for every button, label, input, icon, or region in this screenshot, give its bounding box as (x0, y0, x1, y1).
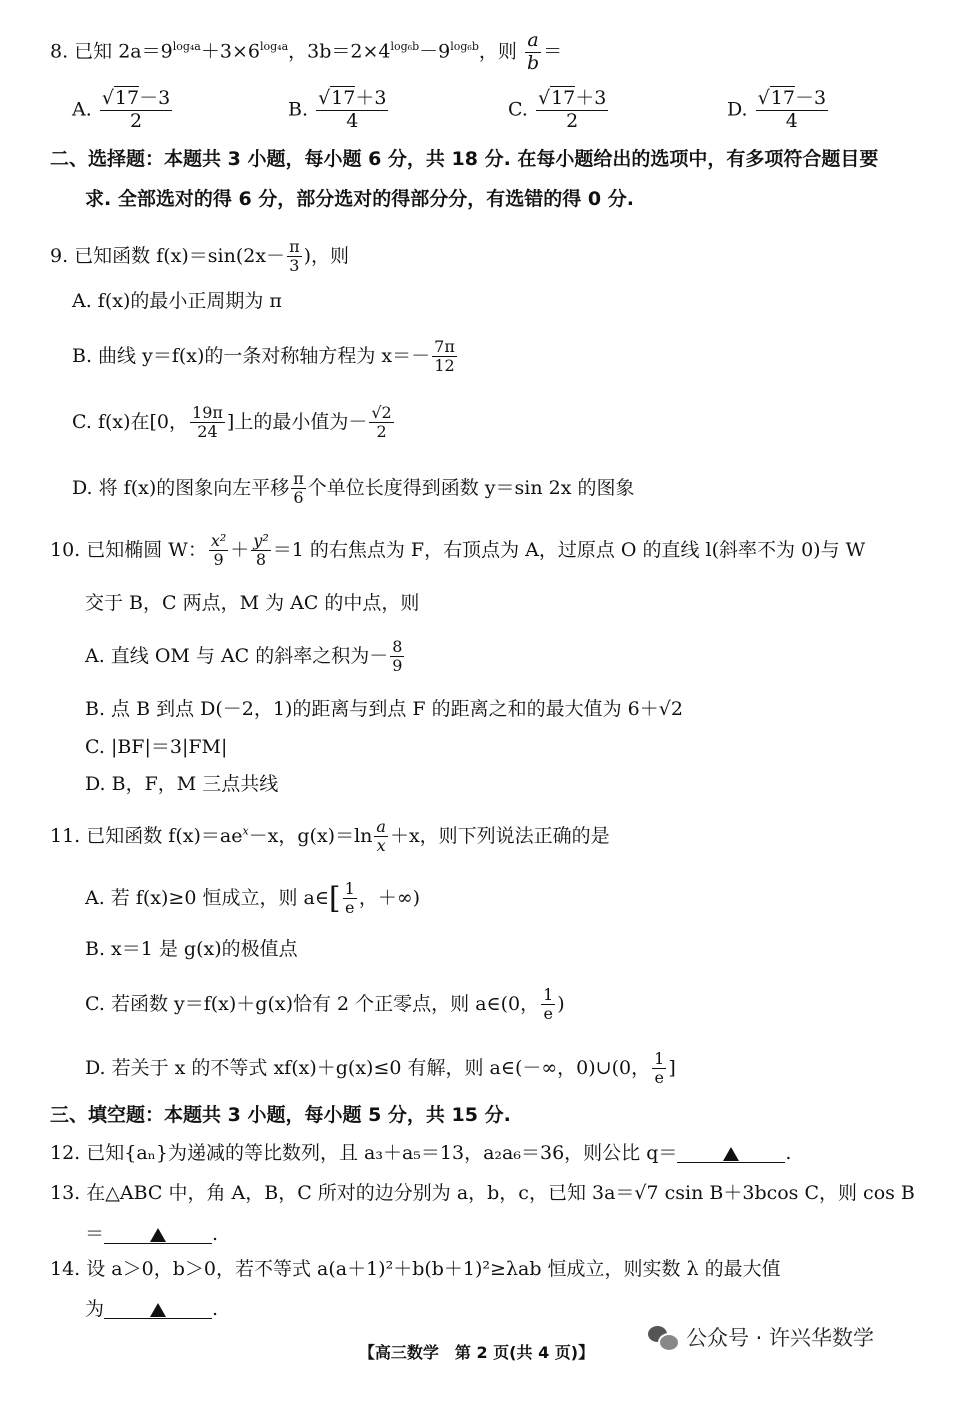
q9-c-den: 24 (197, 422, 218, 442)
question-8-stem (50, 30, 562, 75)
q8-text-c: ，3b＝2×4 (288, 40, 391, 63)
q11-num: a (376, 817, 386, 836)
q8-option-a-frac: $\frac{√17-3}{2}$ (101, 87, 171, 132)
q9-option-a: A. f(x)的最小正周期为 π (72, 290, 282, 312)
q12-answer-blank[interactable] (677, 1144, 785, 1163)
q9-b-num: 7π (434, 337, 455, 356)
q11-c-text: C. 若函数 y＝f(x)＋g(x)恰有 2 个正零点，则 a∈ (85, 992, 501, 1015)
q10-nine: 9 (213, 550, 224, 570)
q8-frac-num: a (525, 30, 541, 53)
q10-eight: 8 (255, 550, 267, 570)
q8-d-den: 4 (785, 109, 798, 132)
q11-mid: －x，g(x)＝ln (248, 824, 373, 847)
q10-x2: x² (210, 531, 227, 550)
q11-a-rbracket: ，＋∞) (358, 886, 421, 909)
q8-option-d (727, 88, 830, 133)
q8-c-op: ＋3 (575, 87, 607, 109)
q8-a-rad: 17 (114, 87, 140, 109)
q10-option-b: B. 点 B 到点 D(－2，1)的距离与到点 F 的距离之和的最大值为 6＋√2 (85, 698, 683, 720)
q8-option-c-frac: $\frac{√17+3}{2}$ (537, 87, 607, 132)
question-11-stem (50, 818, 610, 856)
q8-c-rad: 17 (551, 87, 576, 109)
q11-d-rbracket: ] (668, 1056, 676, 1079)
q11-post: ＋x，则下列说法正确的是 (389, 824, 610, 847)
q10-option-a (85, 638, 406, 676)
q11-option-d (85, 1050, 676, 1088)
triangle-icon (150, 1228, 166, 1242)
q11-d-num: 1 (654, 1049, 665, 1068)
q8-fraction (525, 30, 541, 75)
q13-answer-blank[interactable] (104, 1225, 212, 1244)
q10-plus: ＋ (230, 538, 250, 561)
q13-period: . (212, 1223, 219, 1245)
q10-post: ＝1 的右焦点为 F，右顶点为 A，过原点 O 的直线 l(斜率不为 0)与 W (272, 538, 866, 561)
q8-b-rad: 17 (331, 87, 356, 109)
watermark-text: 公众号 · 许兴华数学 (686, 1326, 875, 1350)
q8-c-den: 2 (566, 109, 579, 132)
q10-a-text: A. 直线 OM 与 AC 的斜率之积为－ (85, 644, 389, 667)
q8-a-den: 2 (129, 109, 143, 132)
q11-pre: 11. 已知函数 f(x)＝ae (50, 824, 243, 847)
q8-sup-4: log₆b (450, 40, 479, 54)
q9-option-b (72, 338, 459, 376)
q11-option-a (85, 880, 420, 918)
q9-three: 3 (289, 256, 300, 276)
wechat-icon (648, 1324, 678, 1350)
q10-y2: y² (253, 531, 269, 550)
q11-option-c (85, 986, 565, 1024)
triangle-icon (723, 1147, 739, 1161)
q8-option-d-frac: $\frac{√17-3}{4}$ (757, 87, 827, 132)
page-footer: 【高三数学 第 2 页(共 4 页)】 (358, 1343, 595, 1362)
q8-option-a-label: A. (72, 98, 92, 121)
q10-option-c: C. |BF|＝3|FM| (85, 736, 228, 758)
question-13: 13. 在△ABC 中，角 A，B，C 所对的边分别为 a，b，c，已知 3a＝√7 csin B＋3bcos C，则 cos B (50, 1182, 915, 1204)
q8-option-b-frac: $\frac{√17+3}{4}$ (318, 87, 387, 132)
q9-option-d (72, 470, 635, 508)
q9-text-a: 9. 已知函数 f(x)＝sin(2x－ (50, 244, 286, 267)
q9-b-text: B. 曲线 y＝f(x)的一条对称轴方程为 x＝－ (72, 344, 431, 367)
q9-c-text: C. f(x)在 (72, 410, 150, 433)
q8-b-den: 4 (346, 109, 359, 132)
q14-answer-blank[interactable] (104, 1300, 212, 1319)
q11-d-text: D. 若关于 x 的不等式 xf(x)＋g(x)≤0 有解，则 a∈(－∞，0)∪ (85, 1056, 612, 1079)
q10-a-num: 8 (392, 637, 403, 656)
q11-d-lparen: (0， (611, 1056, 651, 1079)
q10-pre: 10. 已知椭圆 W： (50, 538, 207, 561)
q8-frac-den: b (526, 51, 540, 74)
section-3-heading: 三、填空题：本题共 3 小题，每小题 5 分，共 15 分. (50, 1104, 511, 1126)
q14-answer-line (85, 1300, 218, 1319)
q9-d-den: 6 (293, 488, 304, 508)
q8-option-b-label: B. (288, 98, 309, 121)
question-10-stem (50, 532, 865, 570)
q11-c-den: e (543, 1004, 553, 1024)
question-12 (50, 1144, 791, 1163)
q11-c-rparen: ) (557, 992, 565, 1015)
section-2-heading: 二、选择题：本题共 3 小题，每小题 6 分，共 18 分. 在每小题给出的选项中，有多项符合题目要 (50, 148, 879, 170)
q9-c-int-a: [0， (149, 410, 189, 433)
triangle-icon (150, 1303, 166, 1317)
q8-b-op: ＋3 (355, 87, 387, 109)
q11-option-b: B. x＝1 是 g(x)的极值点 (85, 938, 298, 960)
q12-period: . (785, 1142, 792, 1164)
q9-d-post: 个单位长度得到函数 y＝sin 2x 的图象 (307, 476, 635, 499)
q8-option-b (288, 88, 390, 133)
q11-sup: x (242, 824, 249, 838)
q8-text-b: ＋3×6 (200, 40, 260, 63)
q9-pi: π (289, 237, 300, 256)
q11-a-text: A. 若 f(x)≥0 恒成立，则 a∈ (85, 886, 329, 909)
q9-text-b: )，则 (303, 244, 349, 267)
q11-c-lparen: (0， (500, 992, 540, 1015)
q8-sup-1: log₄a (172, 40, 201, 54)
q8-option-c-label: C. (508, 98, 528, 121)
q8-text-d: －9 (419, 40, 451, 63)
q9-d-num: π (293, 469, 304, 488)
section-2-heading-cont: 求. 全部选对的得 6 分，部分选对的得部分分，有选错的得 0 分. (85, 188, 634, 210)
q8-equals: ＝ (543, 40, 563, 63)
q8-sup-3: log₆b (390, 40, 420, 54)
q10-a-den: 9 (392, 656, 403, 676)
q12-text: 12. 已知{aₙ}为递减的等比数列，且 a₃＋a₅＝13，a₂a₆＝36，则公比 q＝ (50, 1142, 678, 1164)
q11-a-num: 1 (344, 879, 355, 898)
q8-text-e: ，则 (478, 40, 517, 63)
q8-text-a: 8. 已知 2a＝9 (50, 40, 173, 63)
q13-answer-line (85, 1225, 218, 1244)
q11-a-den: e (344, 898, 355, 918)
q11-a-lbracket: [ (328, 880, 341, 916)
q8-d-rad: 17 (770, 87, 795, 109)
q14-period: . (212, 1298, 219, 1320)
question-14: 14. 设 a＞0，b＞0，若不等式 a(a＋1)²＋b(b＋1)²≥λab 恒成立，则实数 λ 的最大值 (50, 1258, 781, 1280)
q13-equals: ＝ (85, 1223, 105, 1245)
q8-a-op: －3 (139, 87, 171, 109)
q9-option-c (72, 404, 396, 442)
q9-c-sden: 2 (376, 422, 387, 442)
q8-d-op: －3 (794, 87, 827, 109)
q9-d-text: D. 将 f(x)的图象向左平移 (72, 476, 290, 499)
q11-d-den: e (654, 1068, 664, 1088)
q10-stem-cont: 交于 B，C 两点，M 为 AC 的中点，则 (85, 592, 420, 614)
q11-den: x (376, 836, 386, 856)
q8-option-c (508, 88, 610, 133)
q14-prefix: 为 (85, 1298, 105, 1320)
q9-c-post: 上的最小值为－ (234, 410, 368, 433)
q9-b-den: 12 (434, 356, 455, 376)
q9-c-num: 19π (192, 403, 223, 422)
q11-c-num: 1 (543, 985, 554, 1004)
question-9-stem (50, 238, 349, 276)
wechat-watermark (648, 1322, 874, 1352)
q10-option-d: D. B，F，M 三点共线 (85, 773, 279, 795)
q8-sup-2: log₄a (259, 40, 289, 54)
q8-option-d-label: D. (727, 98, 748, 121)
q9-c-snum: √2 (371, 403, 392, 422)
q8-option-a (72, 88, 174, 133)
q9-c-int-b: ] (226, 410, 235, 433)
